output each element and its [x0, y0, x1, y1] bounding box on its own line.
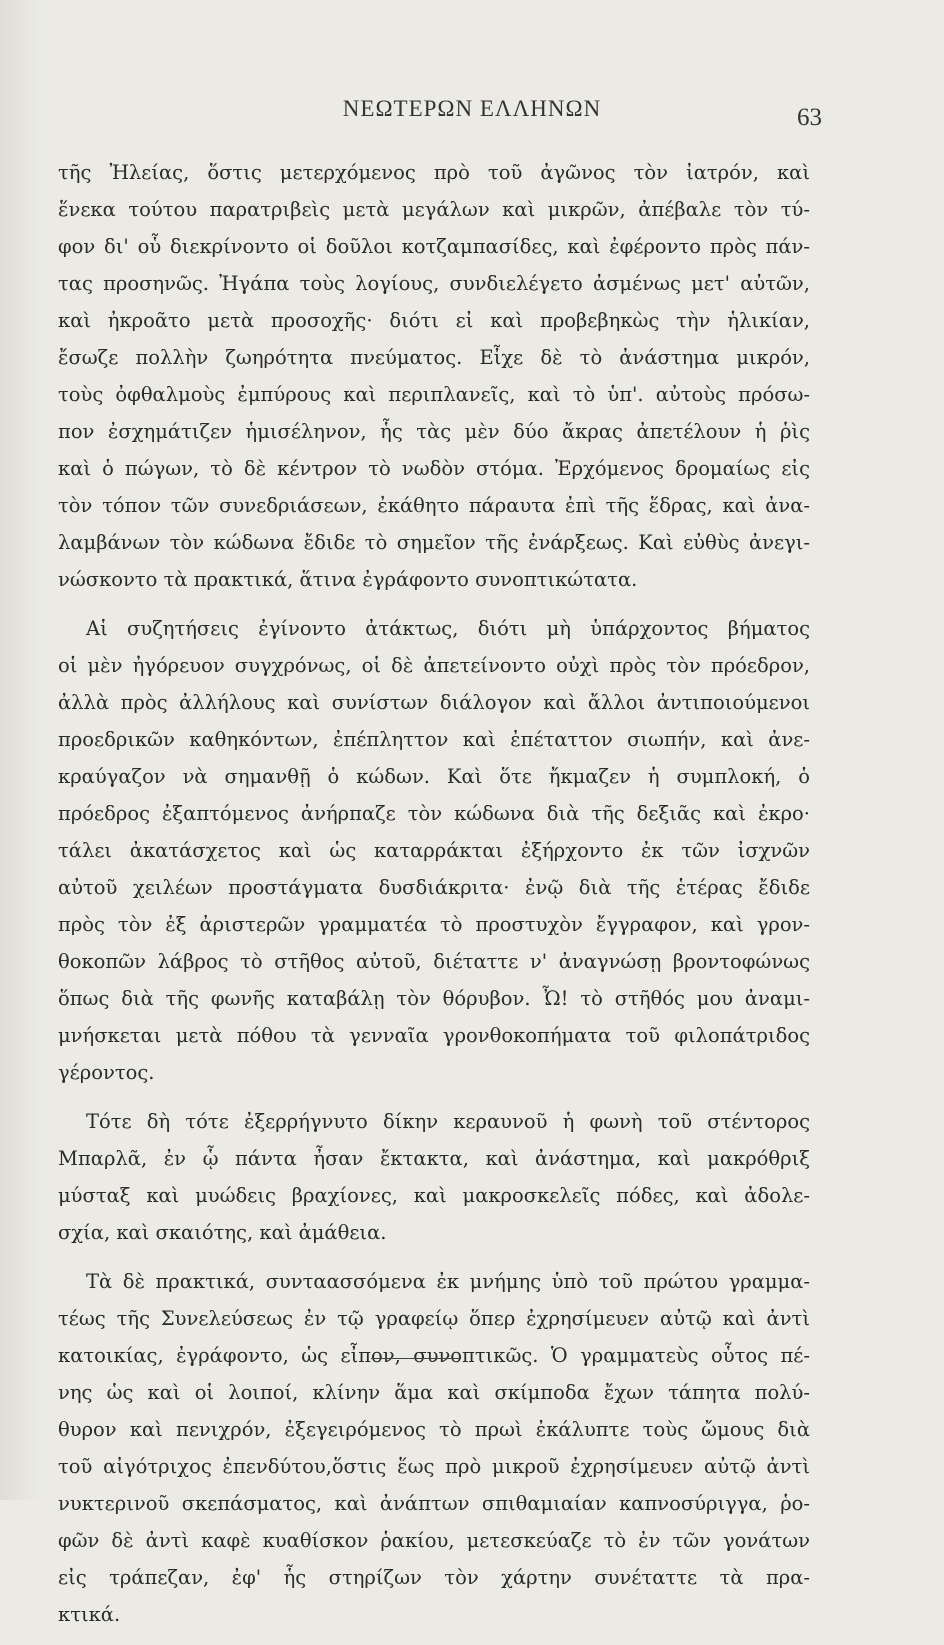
running-title: ΝΕΩΤΕΡΩΝ ΕΛΛΗΝΩΝ	[342, 96, 602, 121]
text-line: τοὺς ὀφθαλμοὺς ἐμπύρους καὶ περιπλανεῖς, καὶ τὸ ὑπ'. αὐτοὺς πρόσω-	[58, 383, 810, 406]
text-line: μνήσκεται μετὰ πόθου τὰ γενναῖα γρονθοκοπήματα τοῦ φιλοπάτριδος	[58, 1024, 810, 1047]
paragraph-1	[58, 154, 810, 598]
text-line: νώσκοντο τὰ πρακτικά, ἅτινα ἐγράφοντο συνοπτικώτατα.	[58, 568, 638, 591]
text-line: πον ἐσχημάτιζεν ἡμισέληνον, ἧς τὰς μὲν δύο ἄκρας ἀπετέλουν ἡ ῥὶς	[58, 420, 810, 443]
end-rule	[371, 1358, 461, 1359]
text-line: ἔσωζε πολλὴν ζωηρότητα πνεύματος. Εἶχε δὲ τὸ ἀνάστημα μικρόν,	[58, 346, 810, 369]
text-line: σχία, καὶ σκαιότης, καὶ ἀμάθεια.	[58, 1221, 387, 1244]
text-line: τέως τῆς Συνελεύσεως ἐν τῷ γραφείῳ ὅπερ ἐχρησίμευεν αὐτῷ καὶ ἀντὶ	[58, 1307, 810, 1330]
text-line: ἀλλὰ πρὸς ἀλλήλους καὶ συνίστων διάλογον καὶ ἄλλοι ἀντιποιούμενοι	[58, 691, 810, 714]
text-line: θοκοπῶν λάβρος τὸ στῆθος αὐτοῦ, διέταττε ν' ἀναγνώσῃ βροντοφώνως	[58, 950, 810, 973]
text-line: πρὸς τὸν ἐξ ἀριστερῶν γραμματέα τὸ προστυχὸν ἔγγραφον, καὶ γρον-	[58, 913, 810, 936]
text-line: Τότε δὴ τότε ἐξερρήγνυτο δίκην κεραυνοῦ ἡ φωνὴ τοῦ στέντορος	[86, 1110, 810, 1133]
text-line: μύσταξ καὶ μυώδεις βραχίονες, καὶ μακροσκελεῖς πόδες, καὶ ἀδολε-	[58, 1184, 810, 1207]
text-line: τῆς Ἠλείας, ὅστις μετερχόμενος πρὸ τοῦ ἀγῶνος τὸν ἰατρόν, καὶ	[58, 161, 810, 184]
text-line: τὸν τόπον τῶν συνεδριάσεων, ἐκάθητο πάραυτα ἐπὶ τῆς ἕδρας, καὶ ἀνα-	[58, 494, 810, 517]
text-line: Αἱ συζητήσεις ἐγίνοντο ἀτάκτως, διότι μὴ ὑπάρχοντος βήματος	[86, 617, 810, 640]
text-line: Μπαρλᾶ, ἐν ᾧ πάντα ἦσαν ἔκτακτα, καὶ ἀνάστημα, καὶ μακρόθριξ	[58, 1147, 810, 1170]
body-text	[58, 154, 810, 1645]
text-line: πρόεδρος ἐξαπτόμενος ἀνήρπαζε τὸν κώδωνα διὰ τῆς δεξιᾶς καὶ ἐκρο·	[58, 802, 810, 825]
text-line: γέροντος.	[58, 1061, 155, 1084]
paragraph-4	[58, 1263, 810, 1633]
text-line: κατοικίας, ἐγράφοντο, ὡς εἶπον, συνοπτικῶς. Ὁ γραμματεὺς οὗτος πέ-	[58, 1344, 810, 1367]
page-number: 63	[797, 104, 822, 131]
text-line: τοῦ αἰγότριχος ἐπενδύτου,ὅστις ἕως πρὸ μικροῦ ἐχρησίμευεν αὐτῷ ἀντὶ	[58, 1455, 810, 1478]
text-line: φῶν δὲ ἀντὶ καφὲ κυαθίσκον ῥακίου, μετεσκεύαζε τὸ ἐν τῶν γονάτων	[58, 1529, 810, 1552]
text-line: κραύγαζον νὰ σημανθῇ ὁ κώδων. Καὶ ὅτε ἤκμαζεν ἡ συμπλοκή, ὁ	[58, 765, 810, 788]
paragraph-3	[58, 1103, 810, 1251]
text-line: καὶ ἠκροᾶτο μετὰ προσοχῆς· διότι εἰ καὶ προβεβηκὼς τὴν ἡλικίαν,	[58, 309, 810, 332]
text-line: Τὰ δὲ πρακτικά, συνταασσόμενα ἐκ μνήμης ὑπὸ τοῦ πρώτου γραμμα-	[86, 1270, 810, 1293]
text-line: αὐτοῦ χειλέων προστάγματα δυσδιάκριτα· ἐνῷ διὰ τῆς ἑτέρας ἔδιδε	[58, 876, 810, 899]
paragraph-2	[58, 610, 810, 1091]
text-line: ἕνεκα τούτου παρατριβεὶς μετὰ μεγάλων καὶ μικρῶν, ἀπέβαλε τὸν τύ-	[58, 198, 810, 221]
text-line: οἱ μὲν ἠγόρευον συγχρόνως, οἱ δὲ ἀπετείνοντο οὐχὶ πρὸς τὸν πρόεδρον,	[58, 654, 810, 677]
text-line: ὅπως διὰ τῆς φωνῆς καταβάλῃ τὸν θόρυβον. Ὦ! τὸ στῆθός μου ἀναμι-	[58, 987, 810, 1010]
text-line: τας προσηνῶς. Ἠγάπα τοὺς λογίους, συνδιελέγετο ἀσμένως μετ' αὐτῶν,	[58, 272, 810, 295]
text-line: λαμβάνων τὸν κώδωνα ἔδιδε τὸ σημεῖον τῆς ἐνάρξεως. Καὶ εὐθὺς ἀνεγι-	[58, 531, 810, 554]
text-line: κτικά.	[58, 1603, 121, 1626]
text-line: θυρον καὶ πενιχρόν, ἐξεγειρόμενος τὸ πρωὶ ἐκάλυπτε τοὺς ὤμους διὰ	[58, 1418, 810, 1441]
text-line: φον δι' οὗ διεκρίνοντο οἱ δοῦλοι κοτζαμπασίδες, καὶ ἐφέροντο πρὸς πάν-	[58, 235, 810, 258]
text-line: εἰς τράπεζαν, ἐφ' ἧς στηρίζων τὸν χάρτην συνέταττε τὰ πρα-	[58, 1566, 810, 1589]
text-line: καὶ ὁ πώγων, τὸ δὲ κέντρον τὸ νωδὸν στόμα. Ἐρχόμενος δρομαίως εἰς	[58, 457, 810, 480]
text-line: τάλει ἀκατάσχετος καὶ ὡς καταρράκται ἐξήρχοντο ἐκ τῶν ἰσχνῶν	[58, 839, 810, 862]
text-line: προεδρικῶν καθηκόντων, ἐπέπληττον καὶ ἐπέταττον σιωπήν, καὶ ἀνε-	[58, 728, 810, 751]
text-line: νης ὡς καὶ οἱ λοιποί, κλίνην ἅμα καὶ σκίμποδα ἔχων τάπητα πολύ-	[58, 1381, 810, 1404]
text-line: νυκτερινοῦ σκεπάσματος, καὶ ἀνάπτων σπιθαμιαίαν καπνοσύριγγα, ῥο-	[58, 1492, 810, 1515]
